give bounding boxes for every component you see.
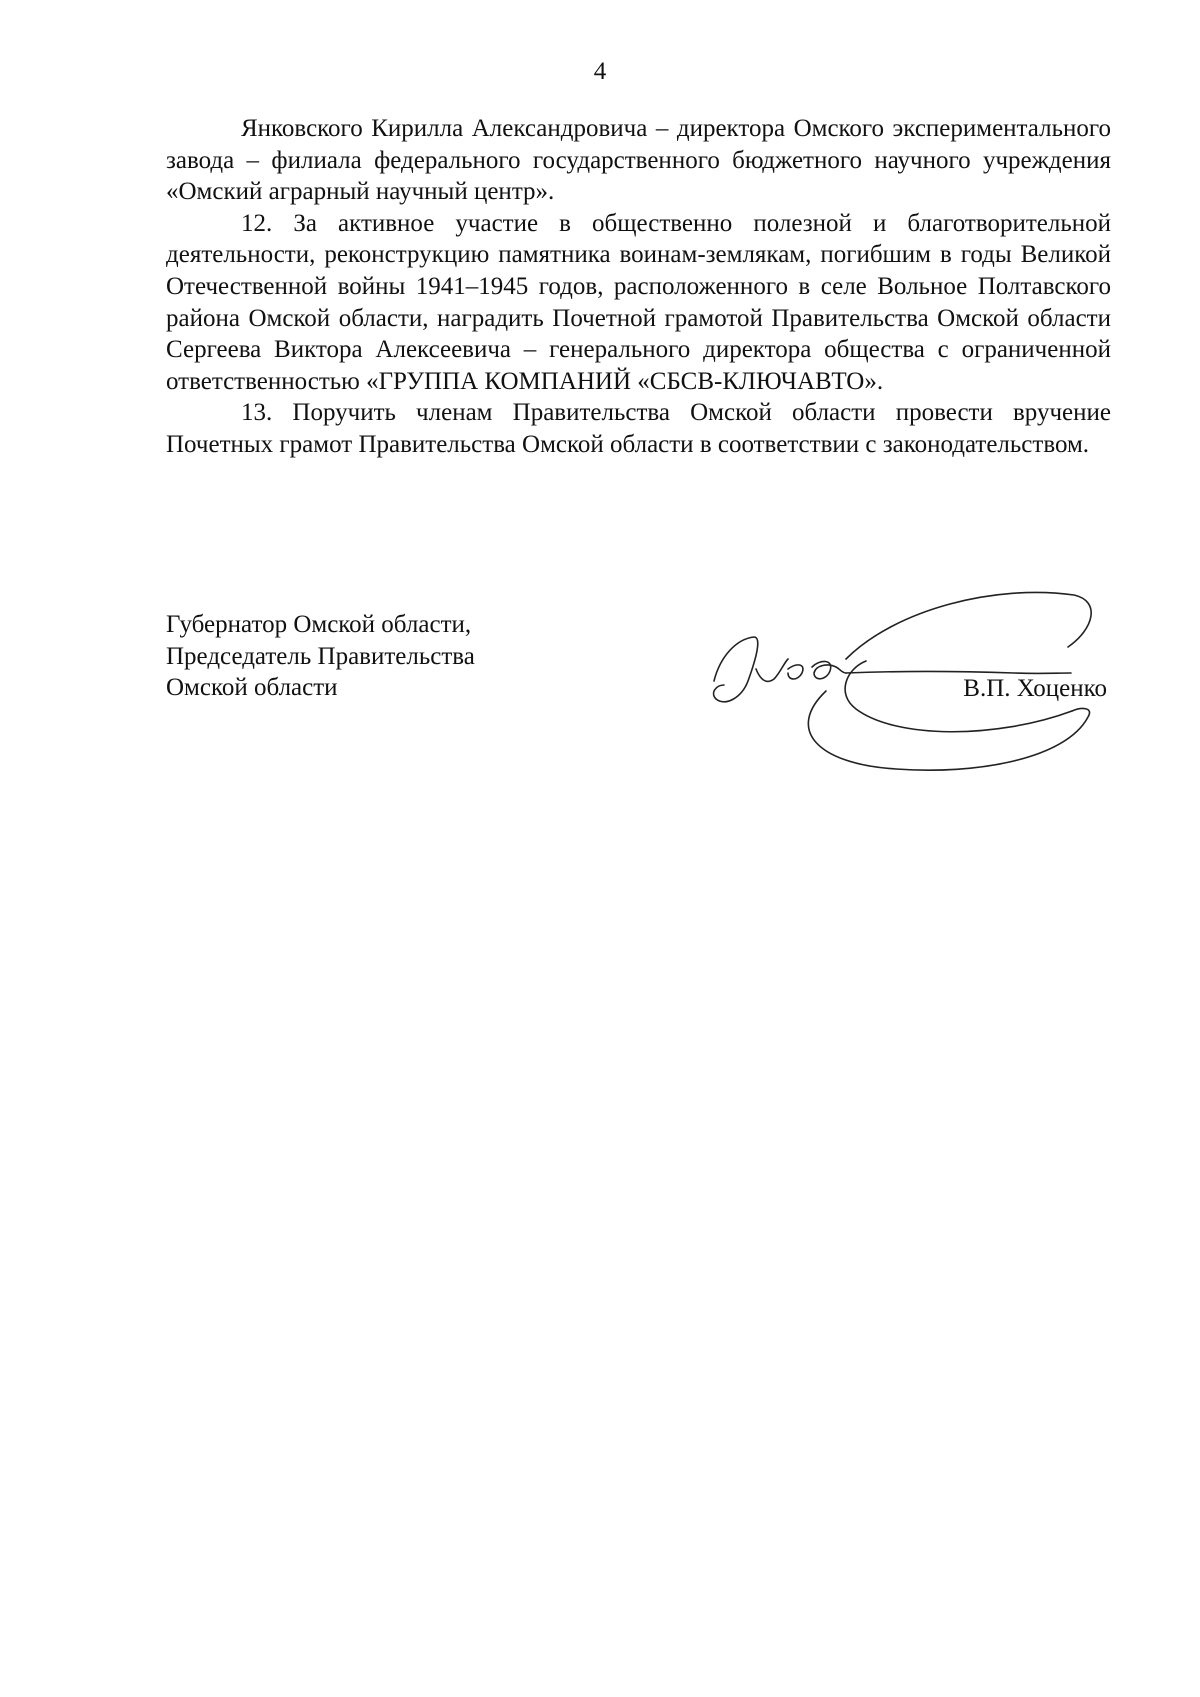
document-body <box>166 113 1111 461</box>
signature-block <box>166 609 1111 789</box>
paragraph-item-12: 12. За активное участие в общественно полезной и благотворительной деятельности, реконструкцию памятника воинам-землякам, погибшим в годы Великой Отечественной войны 1941–1945 годов, расположенного в селе Вольное Полтавского района Омской области, наградить Почетной грамотой Правительства Омской области Сергеева Виктора Алексеевича – генерального директора общества с ограниченной ответственностью «ГРУППА КОМПАНИЙ «СБСВ-КЛЮЧАВТО». <box>166 209 1111 395</box>
signatory-title-line: Председатель Правительства <box>166 642 475 670</box>
signatory-name: В.П. Хоценко <box>963 675 1107 702</box>
signatory-title-line: Омской области <box>166 674 338 702</box>
signatory-title-line: Губернатор Омской области, <box>166 611 472 638</box>
signatory-title <box>166 609 475 704</box>
page-number: 4 <box>593 58 607 85</box>
paragraph-item-13: 13. Поручить членам Правительства Омской области провести вручение Почетных грамот Правительства Омской области в соответствии с законодательством. <box>166 399 1111 458</box>
paragraph-award-yankovsky: Янковского Кирилла Александровича – директора Омского экспериментального завода – филиала федерального государственного бюджетного научного учреждения «Омский аграрный научный центр». <box>166 115 1111 206</box>
